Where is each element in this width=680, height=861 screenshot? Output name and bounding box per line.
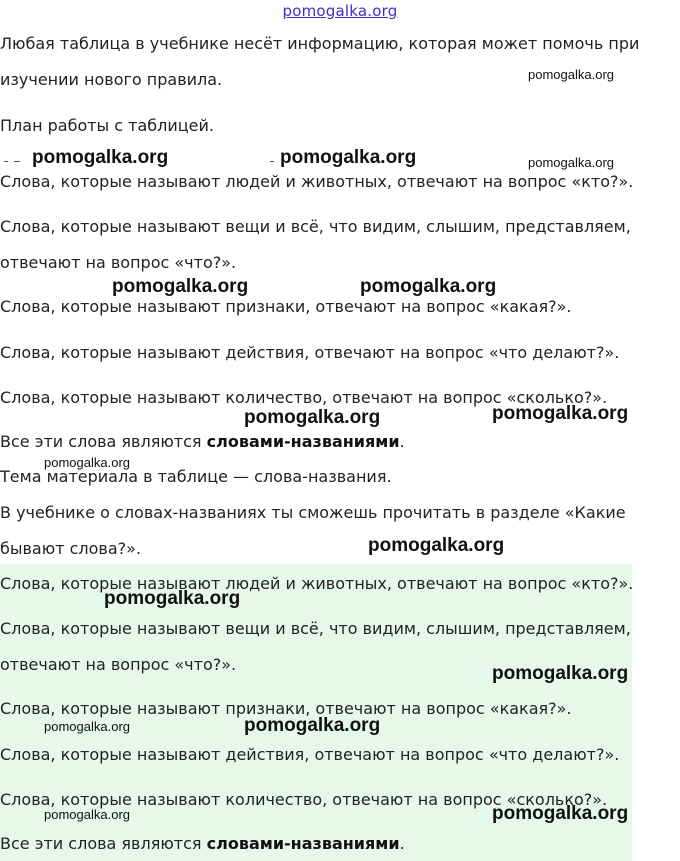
hl-rule-quantity: Слова, которые называют количество, отвечают на вопрос «сколько?». [0, 790, 608, 809]
summary-bold-term: словами-названиями [206, 432, 400, 451]
dash-mark [4, 161, 8, 162]
rule-people-animals: Слова, которые называют людей и животных, отвечают на вопрос «кто?». [0, 172, 634, 191]
rule-things-line-1: Слова, которые называют вещи и всё, что видим, слышим, представляем, [0, 217, 631, 236]
hl-rule-things-line-1: Слова, которые называют вещи и всё, что видим, слышим, представляем, [0, 619, 631, 638]
intro-line-2: изучении нового правила. [0, 70, 223, 89]
watermark: pomogalka.org [112, 276, 249, 297]
header-watermark-link[interactable]: pomogalka.org [282, 2, 398, 20]
hl-rule-things-line-2: отвечают на вопрос «что?». [0, 655, 237, 674]
watermark: pomogalka.org [44, 807, 130, 822]
rule-features: Слова, которые называют признаки, отвечают на вопрос «какая?». [0, 297, 572, 316]
dash-mark [14, 161, 20, 162]
hl-rule-summary [0, 834, 405, 854]
intro-line-1: Любая таблица в учебнике несёт информацию, которая может помочь при [0, 34, 640, 53]
topic-line: Тема материала в таблице — слова-названия. [0, 467, 392, 486]
watermark: pomogalka.org [360, 276, 497, 297]
watermark: pomogalka.org [492, 663, 629, 684]
hl-rule-people-animals: Слова, которые называют людей и животных, отвечают на вопрос «кто?». [0, 574, 634, 593]
watermark: pomogalka.org [104, 588, 241, 609]
hl-summary-bold-term: словами-названиями [206, 834, 400, 853]
hl-summary-prefix: Все эти слова являются [0, 834, 207, 853]
summary-suffix: . [399, 432, 405, 451]
watermark: pomogalka.org [244, 715, 381, 736]
summary-prefix: Все эти слова являются [0, 432, 207, 451]
watermark: pomogalka.org [492, 403, 629, 424]
watermark: pomogalka.org [528, 67, 614, 82]
rule-summary [0, 432, 405, 452]
plan-title: План работы с таблицей. [0, 116, 214, 135]
watermark: pomogalka.org [44, 719, 130, 734]
watermark: pomogalka.org [368, 535, 505, 556]
watermark: pomogalka.org [280, 147, 417, 168]
rule-things-line-2: отвечают на вопрос «что?». [0, 253, 237, 272]
watermark: pomogalka.org [528, 155, 614, 170]
dash-mark [270, 161, 274, 162]
textbook-line-1: В учебнике о словах-названиях ты сможешь прочитать в разделе «Какие [0, 503, 626, 522]
rule-quantity: Слова, которые называют количество, отвечают на вопрос «сколько?». [0, 388, 608, 407]
rule-actions: Слова, которые называют действия, отвечают на вопрос «что делают?». [0, 343, 620, 362]
watermark: pomogalka.org [492, 803, 629, 824]
watermark: pomogalka.org [44, 455, 130, 470]
watermark: pomogalka.org [32, 147, 169, 168]
hl-rule-actions: Слова, которые называют действия, отвечают на вопрос «что делают?». [0, 745, 620, 764]
watermark: pomogalka.org [244, 407, 381, 428]
hl-summary-suffix: . [399, 834, 405, 853]
textbook-line-2: бывают слова?». [0, 539, 142, 558]
hl-rule-features: Слова, которые называют признаки, отвечают на вопрос «какая?». [0, 699, 572, 718]
